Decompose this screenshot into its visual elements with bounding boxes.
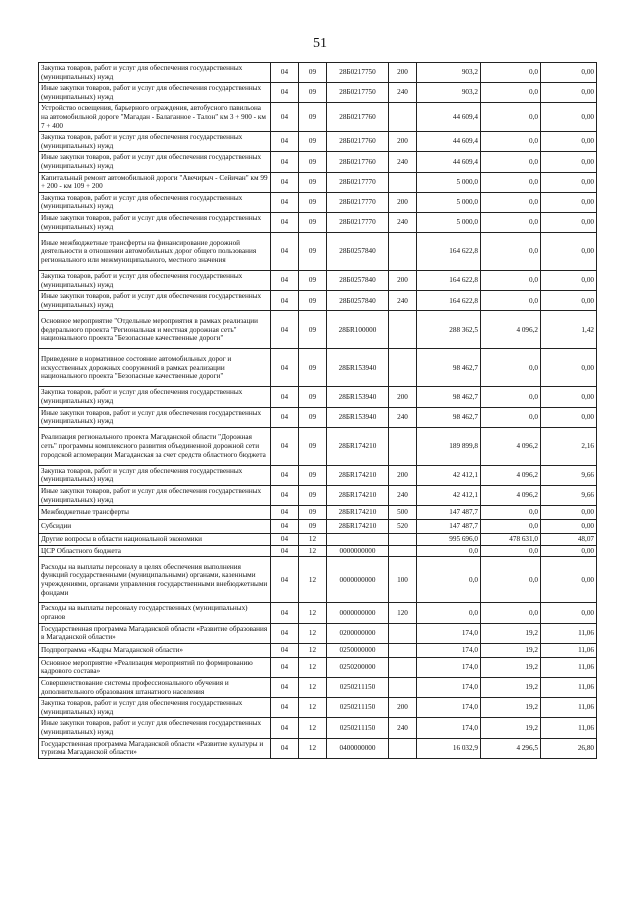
table-cell-planned-amount: 16 032,9 bbox=[417, 738, 481, 758]
table-cell-target-article: 28БR174210 bbox=[327, 506, 389, 520]
table-cell-section: 04 bbox=[271, 349, 299, 387]
table-cell-execution-percent: 1,42 bbox=[541, 311, 597, 349]
table-cell-subsection: 09 bbox=[299, 486, 327, 506]
table-cell-subsection: 09 bbox=[299, 63, 327, 83]
table-row bbox=[39, 172, 597, 192]
table-row bbox=[39, 291, 597, 311]
table-cell-executed-amount: 4 096,2 bbox=[481, 427, 541, 465]
table-cell-name: Иные межбюджетные трансферты на финансирование дорожной деятельности в отношении автомобильных дорог общего пользования регионального или межмуниципального, местного значения bbox=[39, 233, 271, 271]
table-cell-expense-type bbox=[389, 233, 417, 271]
table-row bbox=[39, 212, 597, 232]
table-cell-section: 04 bbox=[271, 152, 299, 172]
table-cell-name: Закупка товаров, работ и услуг для обеспечения государственных (муниципальных) нужд bbox=[39, 132, 271, 152]
table-cell-subsection: 12 bbox=[299, 677, 327, 697]
table-cell-expense-type bbox=[389, 311, 417, 349]
table-cell-planned-amount: 174,0 bbox=[417, 698, 481, 718]
table-cell-target-article: 28Б0217770 bbox=[327, 172, 389, 192]
table-cell-execution-percent: 0,00 bbox=[541, 603, 597, 623]
table-cell-expense-type bbox=[389, 545, 417, 557]
table-cell-expense-type bbox=[389, 677, 417, 697]
table-cell-section: 04 bbox=[271, 534, 299, 546]
table-cell-subsection: 09 bbox=[299, 192, 327, 212]
table-cell-executed-amount: 0,0 bbox=[481, 83, 541, 103]
table-cell-executed-amount: 0,0 bbox=[481, 271, 541, 291]
table-cell-expense-type: 240 bbox=[389, 212, 417, 232]
table-cell-executed-amount: 0,0 bbox=[481, 152, 541, 172]
table-cell-name: Иные закупки товаров, работ и услуг для обеспечения государственных (муниципальных) нужд bbox=[39, 291, 271, 311]
table-cell-target-article: 0250211150 bbox=[327, 698, 389, 718]
table-cell-section: 04 bbox=[271, 212, 299, 232]
table-cell-target-article: 0000000000 bbox=[327, 603, 389, 623]
table-cell-subsection: 12 bbox=[299, 718, 327, 738]
table-cell-target-article: 28БR100000 bbox=[327, 311, 389, 349]
table-cell-subsection: 12 bbox=[299, 545, 327, 557]
table-row bbox=[39, 677, 597, 697]
table-cell-section: 04 bbox=[271, 738, 299, 758]
table-cell-expense-type: 200 bbox=[389, 132, 417, 152]
table-cell-execution-percent: 0,00 bbox=[541, 349, 597, 387]
table-cell-expense-type bbox=[389, 427, 417, 465]
table-cell-name: Реализация регионального проекта Магаданской области "Дорожная сеть" программы комплексного развития объединенной дорожной сети городской агломерации Магаданская за счет средств областного бюджета bbox=[39, 427, 271, 465]
table-cell-subsection: 09 bbox=[299, 83, 327, 103]
table-cell-target-article: 0200000000 bbox=[327, 623, 389, 643]
table-cell-planned-amount: 44 609,4 bbox=[417, 132, 481, 152]
table-row bbox=[39, 132, 597, 152]
table-cell-planned-amount: 98 462,7 bbox=[417, 349, 481, 387]
table-cell-section: 04 bbox=[271, 520, 299, 534]
table-cell-execution-percent: 0,00 bbox=[541, 152, 597, 172]
table-cell-expense-type bbox=[389, 349, 417, 387]
table-row bbox=[39, 83, 597, 103]
table-cell-section: 04 bbox=[271, 233, 299, 271]
table-cell-planned-amount: 174,0 bbox=[417, 718, 481, 738]
table-cell-target-article: 28Б0217770 bbox=[327, 192, 389, 212]
table-cell-executed-amount: 0,0 bbox=[481, 291, 541, 311]
table-cell-execution-percent: 2,16 bbox=[541, 427, 597, 465]
table-cell-subsection: 09 bbox=[299, 291, 327, 311]
table-row bbox=[39, 623, 597, 643]
table-cell-executed-amount: 0,0 bbox=[481, 172, 541, 192]
table-cell-subsection: 09 bbox=[299, 465, 327, 485]
table-cell-subsection: 12 bbox=[299, 603, 327, 623]
table-row bbox=[39, 152, 597, 172]
table-cell-target-article: 0000000000 bbox=[327, 557, 389, 603]
table-cell-target-article: 28Б0257840 bbox=[327, 233, 389, 271]
table-cell-subsection: 12 bbox=[299, 738, 327, 758]
table-cell-executed-amount: 4 096,2 bbox=[481, 465, 541, 485]
table-cell-section: 04 bbox=[271, 407, 299, 427]
table-cell-executed-amount: 19,2 bbox=[481, 677, 541, 697]
table-cell-executed-amount: 19,2 bbox=[481, 657, 541, 677]
table-cell-executed-amount: 0,0 bbox=[481, 192, 541, 212]
table-cell-section: 04 bbox=[271, 677, 299, 697]
table-cell-target-article: 0250000000 bbox=[327, 643, 389, 657]
table-cell-target-article: 0250200000 bbox=[327, 657, 389, 677]
table-cell-section: 04 bbox=[271, 545, 299, 557]
table-cell-section: 04 bbox=[271, 623, 299, 643]
table-cell-subsection: 12 bbox=[299, 557, 327, 603]
table-row bbox=[39, 233, 597, 271]
table-cell-subsection: 09 bbox=[299, 349, 327, 387]
table-cell-planned-amount: 44 609,4 bbox=[417, 152, 481, 172]
table-cell-name: Закупка товаров, работ и услуг для обеспечения государственных (муниципальных) нужд bbox=[39, 271, 271, 291]
table-row bbox=[39, 486, 597, 506]
table-row bbox=[39, 506, 597, 520]
table-cell-expense-type: 200 bbox=[389, 192, 417, 212]
table-cell-executed-amount: 0,0 bbox=[481, 506, 541, 520]
table-cell-expense-type: 240 bbox=[389, 486, 417, 506]
table-cell-section: 04 bbox=[271, 192, 299, 212]
table-cell-target-article: 28БR174210 bbox=[327, 427, 389, 465]
table-cell-name: Устройство освещения, барьерного ограждения, автобусного павильона на автомобильной дороге "Магадан - Балаганное - Талон" км 3 + 900 - км 7 + 400 bbox=[39, 103, 271, 132]
table-cell-planned-amount: 164 622,8 bbox=[417, 233, 481, 271]
table-row bbox=[39, 311, 597, 349]
table-cell-target-article: 28Б0217760 bbox=[327, 132, 389, 152]
table-cell-execution-percent: 11,06 bbox=[541, 657, 597, 677]
table-cell-execution-percent: 0,00 bbox=[541, 83, 597, 103]
table-cell-target-article bbox=[327, 534, 389, 546]
table-cell-section: 04 bbox=[271, 291, 299, 311]
table-cell-planned-amount: 174,0 bbox=[417, 643, 481, 657]
table-cell-target-article: 28БR153940 bbox=[327, 387, 389, 407]
table-cell-execution-percent: 0,00 bbox=[541, 233, 597, 271]
table-cell-expense-type bbox=[389, 643, 417, 657]
table-cell-section: 04 bbox=[271, 132, 299, 152]
table-cell-expense-type bbox=[389, 657, 417, 677]
table-cell-planned-amount: 98 462,7 bbox=[417, 407, 481, 427]
table-cell-planned-amount: 174,0 bbox=[417, 677, 481, 697]
table-cell-target-article: 0250211150 bbox=[327, 718, 389, 738]
table-cell-planned-amount: 42 412,1 bbox=[417, 465, 481, 485]
table-cell-execution-percent: 0,00 bbox=[541, 212, 597, 232]
table-cell-expense-type: 240 bbox=[389, 83, 417, 103]
table-cell-subsection: 09 bbox=[299, 132, 327, 152]
table-cell-expense-type bbox=[389, 103, 417, 132]
table-cell-planned-amount: 174,0 bbox=[417, 657, 481, 677]
table-cell-execution-percent: 11,06 bbox=[541, 677, 597, 697]
table-cell-name: Приведение в нормативное состояние автомобильных дорог и искусственных дорожных сооружений в рамках реализации национального проекта "Безопасные качественные дороги" bbox=[39, 349, 271, 387]
table-cell-execution-percent: 0,00 bbox=[541, 387, 597, 407]
table-cell-section: 04 bbox=[271, 311, 299, 349]
budget-table-body bbox=[39, 63, 597, 759]
table-cell-planned-amount: 5 000,0 bbox=[417, 172, 481, 192]
table-cell-subsection: 12 bbox=[299, 534, 327, 546]
table-row bbox=[39, 427, 597, 465]
table-cell-executed-amount: 4 296,5 bbox=[481, 738, 541, 758]
table-cell-planned-amount: 147 487,7 bbox=[417, 506, 481, 520]
table-cell-name: Иные закупки товаров, работ и услуг для обеспечения государственных (муниципальных) нужд bbox=[39, 212, 271, 232]
table-cell-expense-type: 200 bbox=[389, 271, 417, 291]
table-cell-executed-amount: 0,0 bbox=[481, 349, 541, 387]
table-cell-name: Расходы на выплаты персоналу государственных (муниципальных) органов bbox=[39, 603, 271, 623]
table-cell-section: 04 bbox=[271, 643, 299, 657]
table-row bbox=[39, 349, 597, 387]
table-cell-planned-amount: 903,2 bbox=[417, 83, 481, 103]
table-cell-executed-amount: 0,0 bbox=[481, 603, 541, 623]
table-cell-expense-type: 500 bbox=[389, 506, 417, 520]
table-cell-execution-percent: 48,07 bbox=[541, 534, 597, 546]
table-row bbox=[39, 643, 597, 657]
table-row bbox=[39, 407, 597, 427]
table-cell-subsection: 09 bbox=[299, 387, 327, 407]
table-cell-expense-type: 200 bbox=[389, 465, 417, 485]
table-cell-name: Иные закупки товаров, работ и услуг для обеспечения государственных (муниципальных) нужд bbox=[39, 83, 271, 103]
table-cell-execution-percent: 11,06 bbox=[541, 643, 597, 657]
table-cell-planned-amount: 288 362,5 bbox=[417, 311, 481, 349]
table-row bbox=[39, 520, 597, 534]
table-cell-section: 04 bbox=[271, 657, 299, 677]
table-cell-planned-amount: 995 696,0 bbox=[417, 534, 481, 546]
table-cell-subsection: 09 bbox=[299, 427, 327, 465]
table-cell-name: Капитальный ремонт автомобильной дороги "Авечирыч - Сейичан" км 99 + 200 - км 109 + 200 bbox=[39, 172, 271, 192]
table-cell-executed-amount: 19,2 bbox=[481, 698, 541, 718]
table-row bbox=[39, 103, 597, 132]
table-cell-planned-amount: 44 609,4 bbox=[417, 103, 481, 132]
table-cell-execution-percent: 0,00 bbox=[541, 291, 597, 311]
table-row bbox=[39, 534, 597, 546]
table-row bbox=[39, 557, 597, 603]
table-cell-section: 04 bbox=[271, 465, 299, 485]
table-row bbox=[39, 738, 597, 758]
table-cell-executed-amount: 19,2 bbox=[481, 643, 541, 657]
budget-table bbox=[38, 62, 597, 759]
table-cell-target-article: 28Б0217760 bbox=[327, 152, 389, 172]
table-cell-execution-percent: 26,80 bbox=[541, 738, 597, 758]
table-cell-execution-percent: 0,00 bbox=[541, 520, 597, 534]
table-cell-planned-amount: 147 487,7 bbox=[417, 520, 481, 534]
table-cell-execution-percent: 11,06 bbox=[541, 698, 597, 718]
table-cell-target-article: 28Б0217770 bbox=[327, 212, 389, 232]
table-cell-name: Субсидии bbox=[39, 520, 271, 534]
table-cell-execution-percent: 0,00 bbox=[541, 407, 597, 427]
table-cell-expense-type: 240 bbox=[389, 718, 417, 738]
table-cell-expense-type: 240 bbox=[389, 407, 417, 427]
table-cell-target-article: 28БR174210 bbox=[327, 486, 389, 506]
table-cell-target-article: 28БR174210 bbox=[327, 465, 389, 485]
table-cell-execution-percent: 0,00 bbox=[541, 132, 597, 152]
table-cell-executed-amount: 0,0 bbox=[481, 545, 541, 557]
table-cell-execution-percent: 11,06 bbox=[541, 718, 597, 738]
table-row bbox=[39, 63, 597, 83]
table-cell-subsection: 09 bbox=[299, 233, 327, 271]
table-cell-name: ЦСР Областного бюджета bbox=[39, 545, 271, 557]
table-cell-section: 04 bbox=[271, 427, 299, 465]
page-number: 51 bbox=[313, 36, 327, 51]
table-cell-planned-amount: 0,0 bbox=[417, 603, 481, 623]
table-cell-name: Государственная программа Магаданской области «Развитие образования в Магаданской области» bbox=[39, 623, 271, 643]
table-cell-executed-amount: 4 096,2 bbox=[481, 311, 541, 349]
table-cell-expense-type: 200 bbox=[389, 387, 417, 407]
table-cell-subsection: 12 bbox=[299, 643, 327, 657]
table-cell-target-article: 0400000000 bbox=[327, 738, 389, 758]
table-cell-executed-amount: 0,0 bbox=[481, 387, 541, 407]
table-cell-executed-amount: 0,0 bbox=[481, 233, 541, 271]
table-cell-subsection: 09 bbox=[299, 520, 327, 534]
table-cell-expense-type: 200 bbox=[389, 698, 417, 718]
table-cell-name: Основное мероприятие "Отдельные мероприятия в рамках реализации федерального проекта "Региональная и местная дорожная сеть" национального проекта "Безопасные качественные дороги" bbox=[39, 311, 271, 349]
table-cell-section: 04 bbox=[271, 698, 299, 718]
table-cell-planned-amount: 164 622,8 bbox=[417, 271, 481, 291]
table-cell-section: 04 bbox=[271, 83, 299, 103]
table-cell-section: 04 bbox=[271, 506, 299, 520]
table-cell-subsection: 09 bbox=[299, 407, 327, 427]
table-cell-execution-percent: 0,00 bbox=[541, 172, 597, 192]
table-cell-name: Иные закупки товаров, работ и услуг для обеспечения государственных (муниципальных) нужд bbox=[39, 718, 271, 738]
table-cell-name: Иные закупки товаров, работ и услуг для обеспечения государственных (муниципальных) нужд bbox=[39, 486, 271, 506]
table-cell-planned-amount: 189 899,8 bbox=[417, 427, 481, 465]
table-cell-section: 04 bbox=[271, 718, 299, 738]
table-cell-executed-amount: 0,0 bbox=[481, 520, 541, 534]
table-cell-target-article: 0250211150 bbox=[327, 677, 389, 697]
table-cell-execution-percent: 11,06 bbox=[541, 623, 597, 643]
table-cell-executed-amount: 0,0 bbox=[481, 132, 541, 152]
table-cell-name: Основное мероприятие «Реализация мероприятий по формированию кадрового состава» bbox=[39, 657, 271, 677]
table-cell-name: Расходы на выплаты персоналу в целях обеспечения выполнения функций государственными (муниципальными) органами, казенными учреждениями, органами управления государственными внебюджетными фондами bbox=[39, 557, 271, 603]
table-cell-expense-type bbox=[389, 623, 417, 643]
table-cell-planned-amount: 164 622,8 bbox=[417, 291, 481, 311]
table-cell-executed-amount: 0,0 bbox=[481, 63, 541, 83]
table-cell-execution-percent: 9,66 bbox=[541, 465, 597, 485]
table-cell-name: Закупка товаров, работ и услуг для обеспечения государственных (муниципальных) нужд bbox=[39, 192, 271, 212]
table-cell-subsection: 12 bbox=[299, 698, 327, 718]
table-cell-execution-percent: 0,00 bbox=[541, 506, 597, 520]
table-row bbox=[39, 698, 597, 718]
table-cell-planned-amount: 98 462,7 bbox=[417, 387, 481, 407]
table-cell-planned-amount: 5 000,0 bbox=[417, 212, 481, 232]
table-cell-target-article: 28Б0217750 bbox=[327, 83, 389, 103]
table-cell-executed-amount: 19,2 bbox=[481, 623, 541, 643]
table-cell-subsection: 09 bbox=[299, 212, 327, 232]
table-cell-subsection: 12 bbox=[299, 623, 327, 643]
table-cell-name: Иные закупки товаров, работ и услуг для обеспечения государственных (муниципальных) нужд bbox=[39, 407, 271, 427]
table-cell-execution-percent: 0,00 bbox=[541, 63, 597, 83]
table-cell-executed-amount: 0,0 bbox=[481, 407, 541, 427]
table-row bbox=[39, 657, 597, 677]
table-cell-subsection: 09 bbox=[299, 152, 327, 172]
table-cell-target-article: 0000000000 bbox=[327, 545, 389, 557]
table-cell-target-article: 28Б0257840 bbox=[327, 291, 389, 311]
table-cell-expense-type bbox=[389, 534, 417, 546]
table-cell-name: Межбюджетные трансферты bbox=[39, 506, 271, 520]
table-cell-expense-type: 520 bbox=[389, 520, 417, 534]
table-cell-execution-percent: 0,00 bbox=[541, 545, 597, 557]
table-row bbox=[39, 718, 597, 738]
table-cell-execution-percent: 0,00 bbox=[541, 192, 597, 212]
table-cell-planned-amount: 5 000,0 bbox=[417, 192, 481, 212]
table-row bbox=[39, 271, 597, 291]
table-cell-name: Закупка товаров, работ и услуг для обеспечения государственных (муниципальных) нужд bbox=[39, 465, 271, 485]
table-cell-name: Закупка товаров, работ и услуг для обеспечения государственных (муниципальных) нужд bbox=[39, 63, 271, 83]
table-cell-name: Подпрограмма «Кадры Магаданской области» bbox=[39, 643, 271, 657]
table-row bbox=[39, 387, 597, 407]
table-cell-section: 04 bbox=[271, 271, 299, 291]
table-cell-section: 04 bbox=[271, 557, 299, 603]
table-row bbox=[39, 465, 597, 485]
table-cell-expense-type: 240 bbox=[389, 152, 417, 172]
table-cell-name: Закупка товаров, работ и услуг для обеспечения государственных (муниципальных) нужд bbox=[39, 387, 271, 407]
table-cell-name: Совершенствование системы профессионального обучения и дополнительного образования штанатного населения bbox=[39, 677, 271, 697]
table-cell-section: 04 bbox=[271, 603, 299, 623]
table-cell-target-article: 28БR153940 bbox=[327, 407, 389, 427]
table-cell-executed-amount: 0,0 bbox=[481, 212, 541, 232]
table-cell-name: Государственная программа Магаданской области «Развитие культуры и туризма Магаданской области» bbox=[39, 738, 271, 758]
table-cell-subsection: 09 bbox=[299, 506, 327, 520]
table-cell-name: Иные закупки товаров, работ и услуг для обеспечения государственных (муниципальных) нужд bbox=[39, 152, 271, 172]
table-cell-section: 04 bbox=[271, 387, 299, 407]
table-cell-target-article: 28БR174210 bbox=[327, 520, 389, 534]
table-cell-subsection: 09 bbox=[299, 311, 327, 349]
table-cell-subsection: 09 bbox=[299, 172, 327, 192]
table-cell-executed-amount: 0,0 bbox=[481, 103, 541, 132]
table-cell-section: 04 bbox=[271, 486, 299, 506]
table-cell-name: Закупка товаров, работ и услуг для обеспечения государственных (муниципальных) нужд bbox=[39, 698, 271, 718]
table-cell-section: 04 bbox=[271, 63, 299, 83]
table-cell-executed-amount: 4 096,2 bbox=[481, 486, 541, 506]
table-cell-execution-percent: 0,00 bbox=[541, 103, 597, 132]
table-row bbox=[39, 545, 597, 557]
table-cell-executed-amount: 0,0 bbox=[481, 557, 541, 603]
table-cell-target-article: 28Б0217760 bbox=[327, 103, 389, 132]
table-cell-planned-amount: 42 412,1 bbox=[417, 486, 481, 506]
table-cell-expense-type: 240 bbox=[389, 291, 417, 311]
table-cell-planned-amount: 0,0 bbox=[417, 545, 481, 557]
table-cell-expense-type: 100 bbox=[389, 557, 417, 603]
table-cell-target-article: 28БR153940 bbox=[327, 349, 389, 387]
table-cell-planned-amount: 0,0 bbox=[417, 557, 481, 603]
table-row bbox=[39, 603, 597, 623]
table-cell-expense-type bbox=[389, 738, 417, 758]
table-cell-execution-percent: 0,00 bbox=[541, 271, 597, 291]
table-cell-section: 04 bbox=[271, 103, 299, 132]
table-cell-executed-amount: 19,2 bbox=[481, 718, 541, 738]
table-row bbox=[39, 192, 597, 212]
table-cell-expense-type: 200 bbox=[389, 63, 417, 83]
table-cell-execution-percent: 0,00 bbox=[541, 557, 597, 603]
table-cell-target-article: 28Б0217750 bbox=[327, 63, 389, 83]
table-cell-expense-type: 120 bbox=[389, 603, 417, 623]
table-cell-target-article: 28Б0257840 bbox=[327, 271, 389, 291]
table-cell-expense-type bbox=[389, 172, 417, 192]
table-cell-planned-amount: 903,2 bbox=[417, 63, 481, 83]
table-cell-section: 04 bbox=[271, 172, 299, 192]
table-cell-name: Другие вопросы в области национальной экономики bbox=[39, 534, 271, 546]
table-cell-executed-amount: 478 631,0 bbox=[481, 534, 541, 546]
table-cell-subsection: 09 bbox=[299, 103, 327, 132]
table-cell-execution-percent: 9,66 bbox=[541, 486, 597, 506]
table-cell-planned-amount: 174,0 bbox=[417, 623, 481, 643]
table-cell-subsection: 12 bbox=[299, 657, 327, 677]
table-cell-subsection: 09 bbox=[299, 271, 327, 291]
